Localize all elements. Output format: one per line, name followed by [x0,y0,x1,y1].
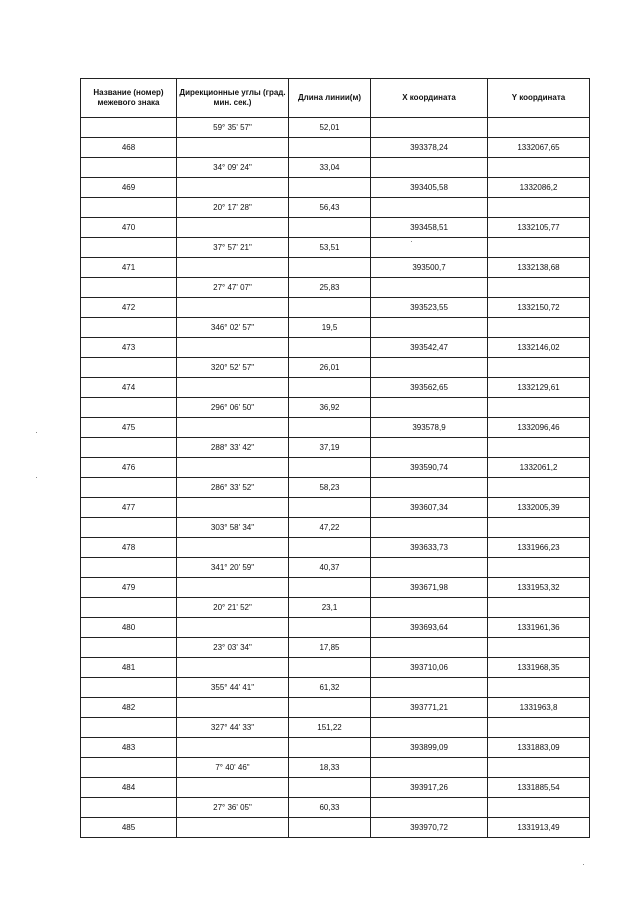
cell-name [81,238,177,258]
cell-length: 36,92 [289,398,371,418]
cell-y: 1332067,65 [488,138,590,158]
cell-angle: 20° 21' 52" [177,598,289,618]
cell-angle [177,498,289,518]
table-row [81,778,590,798]
coordinates-table [80,78,590,838]
table-row [81,798,590,818]
cell-angle [177,778,289,798]
cell-length [289,698,371,718]
cell-x [371,518,488,538]
cell-x [371,478,488,498]
cell-x: 393899,09 [371,738,488,758]
cell-name: 470 [81,218,177,238]
table-row [81,558,590,578]
table-row [81,678,590,698]
cell-length: 18,33 [289,758,371,778]
header-row [81,79,590,118]
cell-y: 1331968,35 [488,658,590,678]
cell-angle: 23° 03' 34" [177,638,289,658]
table-row [81,478,590,498]
header-angle: Дирекционные углы (град. мин. сек.) [177,79,289,118]
cell-name: 480 [81,618,177,638]
table-row [81,398,590,418]
header-x: X координата [371,79,488,118]
cell-length: 60,33 [289,798,371,818]
cell-length [289,818,371,838]
cell-length: 23,1 [289,598,371,618]
cell-angle [177,178,289,198]
cell-y [488,598,590,618]
cell-x [371,198,488,218]
cell-angle: 20° 17' 28" [177,198,289,218]
cell-y: 1332105,77 [488,218,590,238]
cell-angle: 303° 58' 34" [177,518,289,538]
cell-length [289,378,371,398]
cell-y [488,278,590,298]
cell-angle [177,578,289,598]
cell-x [371,158,488,178]
cell-length: 17,85 [289,638,371,658]
table-row [81,418,590,438]
cell-name: 478 [81,538,177,558]
cell-length: 61,32 [289,678,371,698]
cell-name [81,358,177,378]
cell-length [289,258,371,278]
cell-angle [177,418,289,438]
table-row [81,598,590,618]
cell-name: 469 [81,178,177,198]
table-body [81,118,590,838]
cell-angle [177,258,289,278]
cell-y [488,718,590,738]
cell-angle [177,458,289,478]
table-row [81,698,590,718]
cell-y [488,558,590,578]
cell-y [488,318,590,338]
cell-x: 393405,58 [371,178,488,198]
cell-x [371,638,488,658]
cell-length [289,738,371,758]
cell-x: 393458,51 [371,218,488,238]
cell-x: 393917,26 [371,778,488,798]
cell-y: 1332096,46 [488,418,590,438]
cell-y: 1331963,8 [488,698,590,718]
cell-x [371,358,488,378]
cell-x: 393693,64 [371,618,488,638]
table-row [81,198,590,218]
cell-name: 477 [81,498,177,518]
cell-y: 1332146,02 [488,338,590,358]
cell-angle: 27° 36' 05" [177,798,289,818]
cell-length: 151,22 [289,718,371,738]
table-row [81,338,590,358]
cell-y [488,158,590,178]
cell-x: 393523,55 [371,298,488,318]
header-y: Y координата [488,79,590,118]
cell-name [81,318,177,338]
cell-y [488,678,590,698]
table-row [81,538,590,558]
cell-name: 479 [81,578,177,598]
cell-angle [177,658,289,678]
cell-angle [177,538,289,558]
cell-x [371,598,488,618]
cell-y [488,118,590,138]
cell-x [371,558,488,578]
table-row [81,358,590,378]
table-row [81,658,590,678]
table-row [81,318,590,338]
table-row [81,578,590,598]
cell-y: 1331953,32 [488,578,590,598]
cell-name [81,558,177,578]
cell-length [289,418,371,438]
cell-y: 1331885,54 [488,778,590,798]
cell-y: 1331913,49 [488,818,590,838]
cell-x [371,318,488,338]
cell-x: 393633,73 [371,538,488,558]
cell-angle [177,338,289,358]
scan-speck [36,432,37,433]
cell-name: 468 [81,138,177,158]
table-row [81,138,590,158]
table-row [81,158,590,178]
table-row [81,378,590,398]
cell-x [371,678,488,698]
cell-length: 52,01 [289,118,371,138]
table-row [81,118,590,138]
cell-x: 393378,24 [371,138,488,158]
table-row [81,518,590,538]
cell-length [289,618,371,638]
cell-name: 473 [81,338,177,358]
cell-length: 53,51 [289,238,371,258]
cell-name [81,718,177,738]
cell-length [289,498,371,518]
cell-name: 483 [81,738,177,758]
cell-angle [177,738,289,758]
header-name: Название (номер) межевого знака [81,79,177,118]
cell-y [488,478,590,498]
cell-name: 482 [81,698,177,718]
cell-x: 393970,72 [371,818,488,838]
cell-x [371,798,488,818]
cell-y: 1332005,39 [488,498,590,518]
cell-angle: 27° 47' 07" [177,278,289,298]
cell-x: 393710,06 [371,658,488,678]
cell-length: 25,83 [289,278,371,298]
cell-angle: 355° 44' 41" [177,678,289,698]
cell-x [371,398,488,418]
cell-name [81,638,177,658]
cell-angle: 327° 44' 33" [177,718,289,738]
cell-length [289,178,371,198]
cell-length: 37,19 [289,438,371,458]
scan-speck [411,241,412,242]
table-row [81,758,590,778]
table-row [81,218,590,238]
cell-angle: 59° 35' 57" [177,118,289,138]
cell-name [81,398,177,418]
cell-y: 1331883,09 [488,738,590,758]
cell-name [81,438,177,458]
cell-length: 56,43 [289,198,371,218]
cell-name [81,758,177,778]
cell-y: 1332138,68 [488,258,590,278]
cell-x [371,718,488,738]
cell-angle: 37° 57' 21" [177,238,289,258]
cell-length [289,218,371,238]
cell-angle: 320° 52' 57" [177,358,289,378]
cell-angle: 7° 40' 46" [177,758,289,778]
cell-angle: 288° 33' 42" [177,438,289,458]
scan-speck [583,864,584,865]
cell-name: 476 [81,458,177,478]
cell-name: 472 [81,298,177,318]
table-row [81,498,590,518]
cell-length: 58,23 [289,478,371,498]
cell-length: 40,37 [289,558,371,578]
cell-name [81,598,177,618]
cell-y [488,358,590,378]
cell-name: 474 [81,378,177,398]
cell-y: 1331961,36 [488,618,590,638]
table-row [81,298,590,318]
cell-name [81,158,177,178]
cell-y: 1332086,2 [488,178,590,198]
table-row [81,178,590,198]
table-row [81,638,590,658]
cell-y: 1331966,23 [488,538,590,558]
cell-angle: 34° 09' 24" [177,158,289,178]
cell-name [81,278,177,298]
cell-length [289,338,371,358]
cell-x: 393590,74 [371,458,488,478]
cell-angle [177,138,289,158]
cell-x: 393671,98 [371,578,488,598]
cell-angle [177,618,289,638]
cell-y [488,518,590,538]
cell-angle [177,218,289,238]
cell-y [488,638,590,658]
cell-length: 19,5 [289,318,371,338]
header-length: Длина линии(м) [289,79,371,118]
cell-x: 393562,65 [371,378,488,398]
cell-angle [177,298,289,318]
cell-y [488,798,590,818]
table-row [81,258,590,278]
cell-name: 471 [81,258,177,278]
cell-name: 481 [81,658,177,678]
cell-angle: 286° 33' 52" [177,478,289,498]
table-row [81,618,590,638]
table-row [81,438,590,458]
table-row [81,458,590,478]
cell-x: 393607,34 [371,498,488,518]
table-row [81,738,590,758]
cell-name [81,118,177,138]
cell-y [488,198,590,218]
cell-length: 33,04 [289,158,371,178]
cell-angle: 296° 06' 50" [177,398,289,418]
cell-name: 485 [81,818,177,838]
cell-name [81,478,177,498]
cell-y: 1332129,61 [488,378,590,398]
cell-y [488,438,590,458]
cell-length [289,578,371,598]
cell-y [488,238,590,258]
cell-y [488,398,590,418]
cell-angle [177,698,289,718]
table-row [81,818,590,838]
cell-name [81,798,177,818]
cell-y: 1332061,2 [488,458,590,478]
cell-name: 484 [81,778,177,798]
cell-x [371,438,488,458]
table-row [81,238,590,258]
cell-length: 47,22 [289,518,371,538]
cell-length [289,538,371,558]
table-row [81,278,590,298]
cell-x [371,278,488,298]
cell-length [289,458,371,478]
scan-speck [36,477,37,478]
cell-x [371,758,488,778]
cell-length [289,778,371,798]
cell-length [289,138,371,158]
cell-x [371,238,488,258]
cell-x [371,118,488,138]
cell-name: 475 [81,418,177,438]
cell-x: 393578,9 [371,418,488,438]
cell-name [81,678,177,698]
cell-length [289,658,371,678]
cell-x: 393500,7 [371,258,488,278]
cell-name [81,518,177,538]
cell-angle [177,378,289,398]
cell-x: 393542,47 [371,338,488,358]
cell-name [81,198,177,218]
cell-angle: 346° 02' 57" [177,318,289,338]
cell-angle: 341° 20' 59" [177,558,289,578]
table-row [81,718,590,738]
cell-length: 26,01 [289,358,371,378]
cell-x: 393771,21 [371,698,488,718]
cell-length [289,298,371,318]
cell-y [488,758,590,778]
cell-y: 1332150,72 [488,298,590,318]
cell-angle [177,818,289,838]
